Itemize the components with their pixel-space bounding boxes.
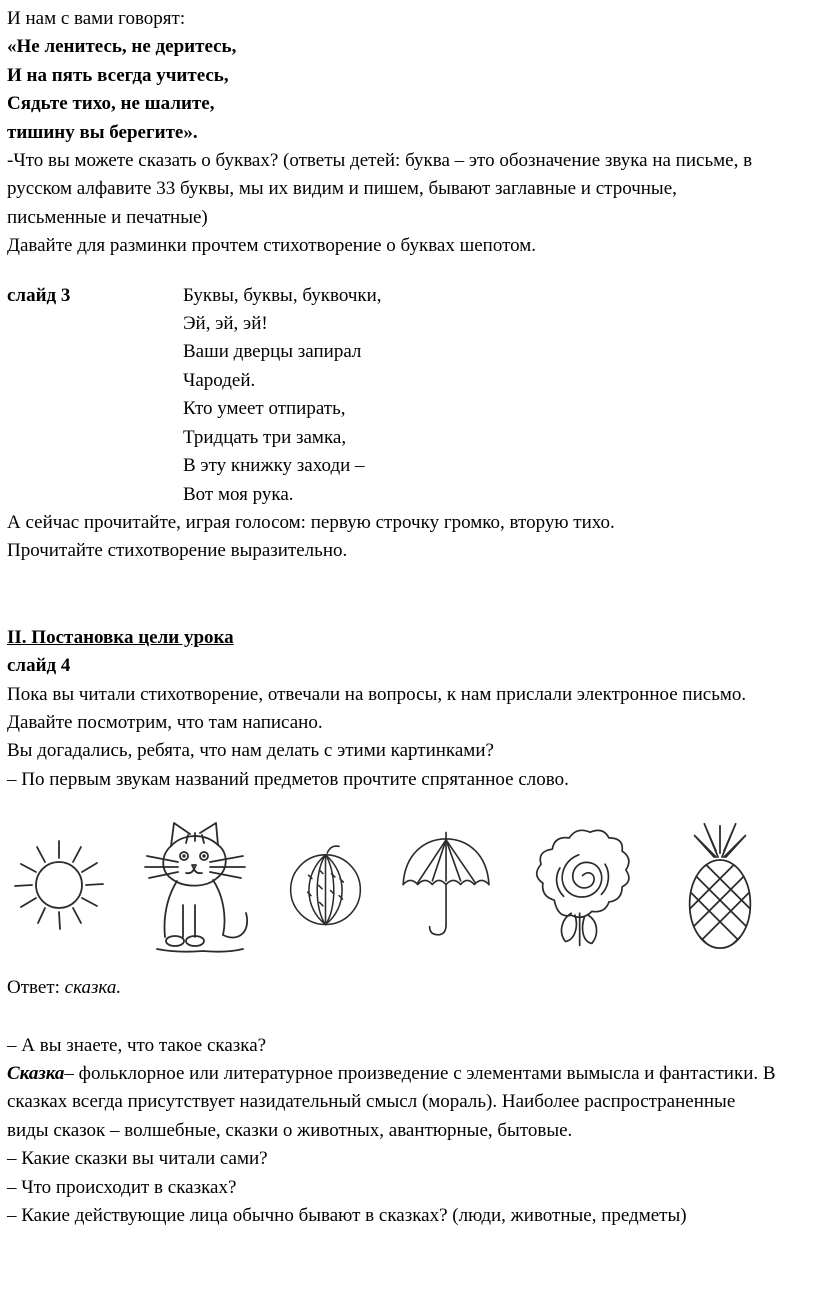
definition-paragraph <box>7 1060 778 1145</box>
poem-line: Эй, эй, эй! <box>183 313 268 335</box>
discussion-question: – Какие сказки вы читали сами? <box>7 1148 268 1170</box>
slide4-label: слайд 4 <box>7 655 71 677</box>
section2-paragraph: – По первым звукам названий предметов прочтите спрятанное слово. <box>7 768 569 790</box>
discussion-question: – Какие действующие лица обычно бывают в сказках? (люди, животные, предметы) <box>7 1205 687 1226</box>
poem-line: В эту книжку заходи – <box>183 455 365 477</box>
poem-block <box>7 282 778 509</box>
cabbage-drawing-icon <box>525 819 640 951</box>
watermelon-drawing-icon <box>283 835 368 935</box>
answer-value: сказка. <box>64 977 122 999</box>
definition-term: Сказка <box>7 1062 65 1084</box>
quote-line: «Не ленитесь, не деритесь, <box>7 36 237 58</box>
after-poem-instruction: А сейчас прочитайте, играя голосом: первую строчку громко, вторую тихо. <box>7 511 615 533</box>
quote-line: Сядьте тихо, не шалите, <box>7 93 215 115</box>
pineapple-drawing-icon <box>666 814 774 956</box>
warmup-line: Давайте для разминки прочтем стихотворение о буквах шепотом. <box>7 235 537 257</box>
answer-line <box>7 974 778 1002</box>
poem-line: Вот моя рука. <box>183 483 294 505</box>
intro-line: И нам с вами говорят: <box>7 8 186 29</box>
poem-line: Буквы, буквы, буквочки, <box>183 284 382 306</box>
poem-lines <box>183 282 778 509</box>
section2-paragraph: Пока вы читали стихотворение, отвечали на вопросы, к нам прислали электронное письмо. Давайте посмотрим, что там написано. <box>7 683 747 733</box>
umbrella-drawing-icon <box>394 826 499 944</box>
slide3-label: слайд 3 <box>7 284 71 306</box>
discussion-question: – А вы знаете, что такое сказка? <box>7 1034 267 1056</box>
question-paragraph: -Что вы можете сказать о буквах? (ответы детей: буква – это обозначение звука на письме, в русском алфавите 33 буквы, мы их видим и пишем, бывают заглавные и строчные, письменные и печатные) <box>7 150 753 228</box>
section-heading: II. Постановка цели урока <box>7 626 234 648</box>
sun-drawing-icon <box>11 833 111 938</box>
poem-line: Чародей. <box>183 369 256 391</box>
poem-line: Кто умеет отпирать, <box>183 398 346 420</box>
poem-line: Тридцать три замка, <box>183 426 347 448</box>
definition-rest: – фольклорное или литературное произведение с элементами вымысла и фантастики. В сказках всегда присутствует назидательный смысл (мораль). Наиболее распространенные виды сказок – волшебные, сказки о животных, авантюрные, бытовые. <box>7 1062 776 1141</box>
poem-line: Ваши дверцы запирал <box>183 341 362 363</box>
quote-block <box>7 33 778 147</box>
discussion-question: – Что происходит в сказках? <box>7 1176 237 1198</box>
after-poem-instruction: Прочитайте стихотворение выразительно. <box>7 540 348 562</box>
section2-paragraph: Вы догадались, ребята, что нам делать с этими картинками? <box>7 740 494 762</box>
pictures-row <box>7 810 778 960</box>
quote-line: И на пять всегда учитесь, <box>7 64 229 86</box>
quote-line: тишину вы берегите». <box>7 121 198 143</box>
answer-label: Ответ: <box>7 977 65 999</box>
cat-drawing-icon <box>137 815 257 955</box>
